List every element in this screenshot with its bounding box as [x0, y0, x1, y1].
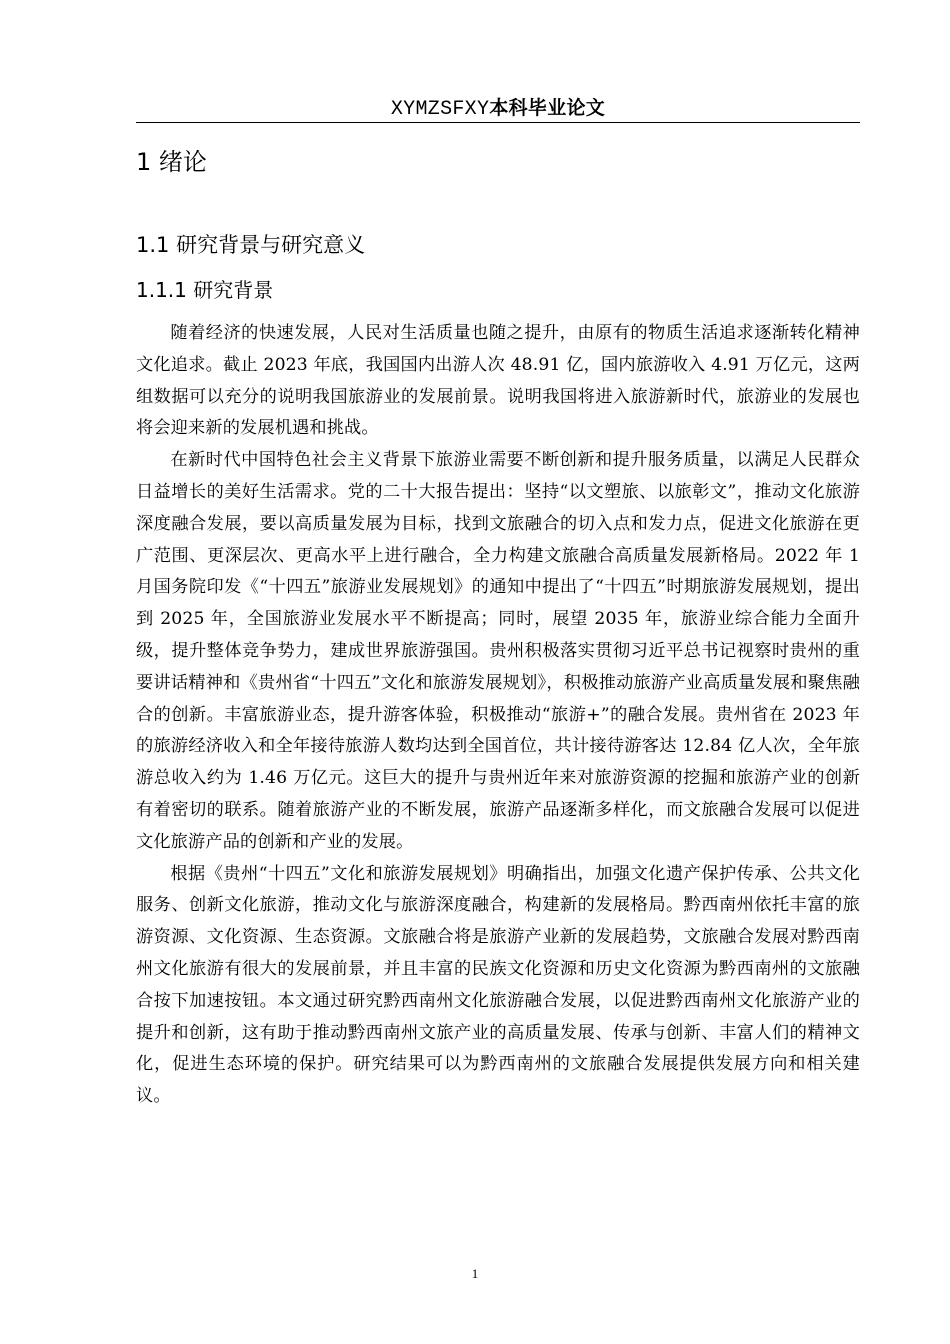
header-cjk-title: 本科毕业论文 [489, 97, 606, 119]
paragraph: 随着经济的快速发展，人民对生活质量也随之提升，由原有的物质生活追求逐渐转化精神文化追求。截止 2023 年底，我国国内出游人次 48.91 亿，国内旅游收入 4.91 万亿元，这两组数据可以充分的说明我国旅游业的发展前景。说明我国将进入旅游新时代，旅游业的发展也将会迎来新的发展机遇和挑战。 [136, 323, 860, 439]
header-latin-title: XYMZSFXY [390, 98, 490, 121]
subsection-heading: 1.1.1 研究背景 [136, 278, 274, 302]
page-number: 1 [471, 1266, 479, 1281]
section-heading: 1.1 研究背景与研究意义 [136, 233, 366, 257]
paragraph: 根据《贵州“十四五”文化和旅游发展规划》明确指出，加强文化遗产保护传承、公共文化服务、创新文化旅游，推动文化与旅游深度融合，构建新的发展格局。黔西南州依托丰富的旅游资源、文化资源、生态资源。文旅融合将是旅游产业新的发展趋势，文旅融合发展对黔西南州文化旅游有很大的发展前景，并且丰富的民族文化资源和历史文化资源为黔西南州的文旅融合按下加速按钮。本文通过研究黔西南州文化旅游融合发展，以促进黔西南州文化旅游产业的提升和创新，这有助于推动黔西南州文旅产业的高质量发展、传承与创新、丰富人们的精神文化，促进生态环境的保护。研究结果可以为黔西南州的文旅融合发展提供发展方向和相关建议。 [136, 863, 860, 1107]
chapter-heading: 1 绪论 [136, 148, 207, 176]
header-divider [136, 122, 860, 123]
page-header-title [136, 94, 860, 120]
paragraph: 在新时代中国特色社会主义背景下旅游业需要不断创新和提升服务质量，以满足人民群众日益增长的美好生活需求。党的二十大报告提出：坚持“以文塑旅、以旅彰文”，推动文化旅游深度融合发展，要以高质量发展为目标，找到文旅融合的切入点和发力点，促进文化旅游在更广范围、更深层次、更高水平上进行融合，全力构建文旅融合高质量发展新格局。2022 年 1 月国务院印发《“十四五”旅游业发展规划》的通知中提出了“十四五”时期旅游发展规划，提出到 2025 年，全国旅游业发展水平不断提高；同时，展望 2035 年，旅游业综合能力全面升级，提升整体竞争势力，建成世界旅游强国。贵州积极落实贯彻习近平总书记视察时贵州的重要讲话精神和《贵州省“十四五”文化和旅游发展规划》，积极推动旅游产业高质量发展和聚焦融合的创新。丰富旅游业态，提升游客体验，积极推动“旅游+”的融合发展。贵州省在 2023 年的旅游经济收入和全年接待旅游人数均达到全国首位，共计接待游客达 12.84 亿人次，全年旅游总收入约为 1.46 万亿元。这巨大的提升与贵州近年来对旅游资源的挖掘和旅游产业的创新有着密切的联系。随着旅游产业的不断发展，旅游产品逐渐多样化，而文旅融合发展可以促进文化旅游产品的创新和产业的发展。 [136, 450, 860, 852]
body-text [136, 318, 860, 1113]
